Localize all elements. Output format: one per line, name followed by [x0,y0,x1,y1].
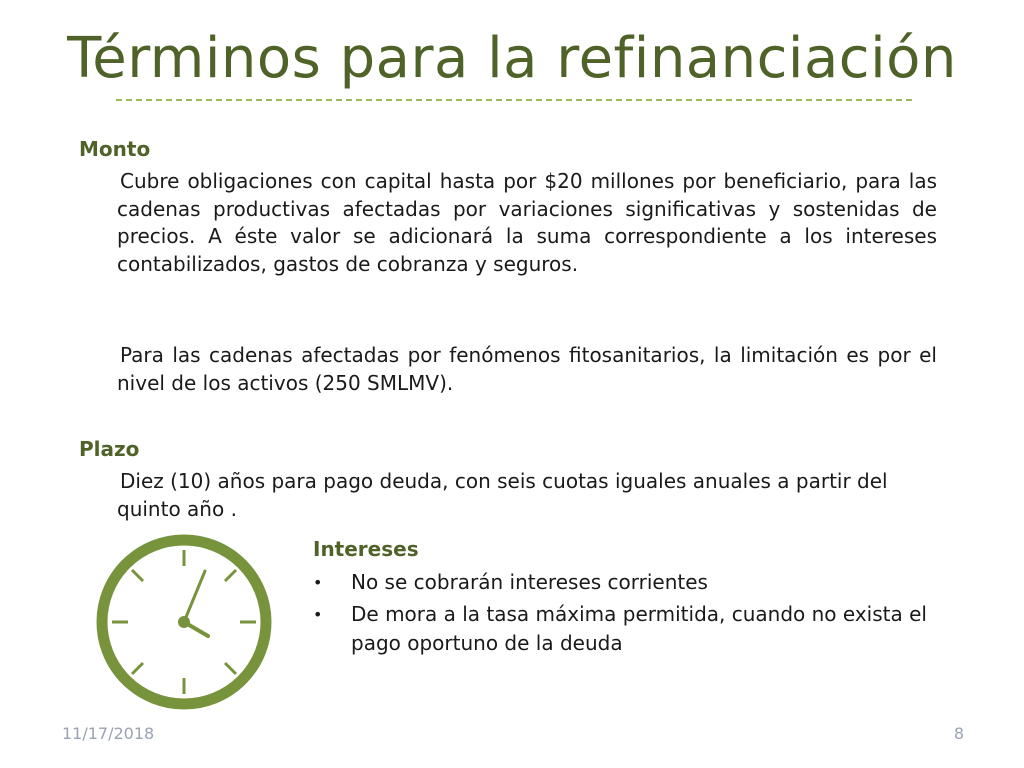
plazo-heading: Plazo [79,437,140,461]
plazo-paragraph: Diez (10) años para pago deuda, con seis cuotas iguales anuales a partir del quinto año . [117,469,888,521]
list-item [313,600,953,658]
monto-paragraph-1: Cubre obligaciones con capital hasta por $20 millones por beneficiario, para las cadenas productivas afectadas por variaciones significativas y sostenidas de precios. A éste valor se adicionará la suma correspondiente a los intereses contabilizados, gastos de cobranza y seguros. [117,169,937,276]
intereses-heading: Intereses [313,537,419,561]
bullet-text: No se cobrarán intereses corrientes [351,570,708,594]
slide-title: Términos para la refinanciación [67,26,957,91]
title-divider [116,99,912,101]
footer-date: 11/17/2018 [62,724,155,743]
monto-paragraph-2: Para las cadenas afectadas por fenómenos fitosanitarios, la limitación es por el nivel de los activos (250 SMLMV). [117,343,937,395]
list-item [313,568,953,597]
monto-heading: Monto [79,137,151,161]
bullet-text: De mora a la tasa máxima permitida, cuando no exista el pago oportuno de la deuda [351,602,927,655]
clock-icon [94,532,274,712]
bullet-icon: • [313,573,323,592]
intereses-list [313,568,953,661]
bullet-icon: • [313,605,323,624]
footer-page-number: 8 [953,724,964,743]
